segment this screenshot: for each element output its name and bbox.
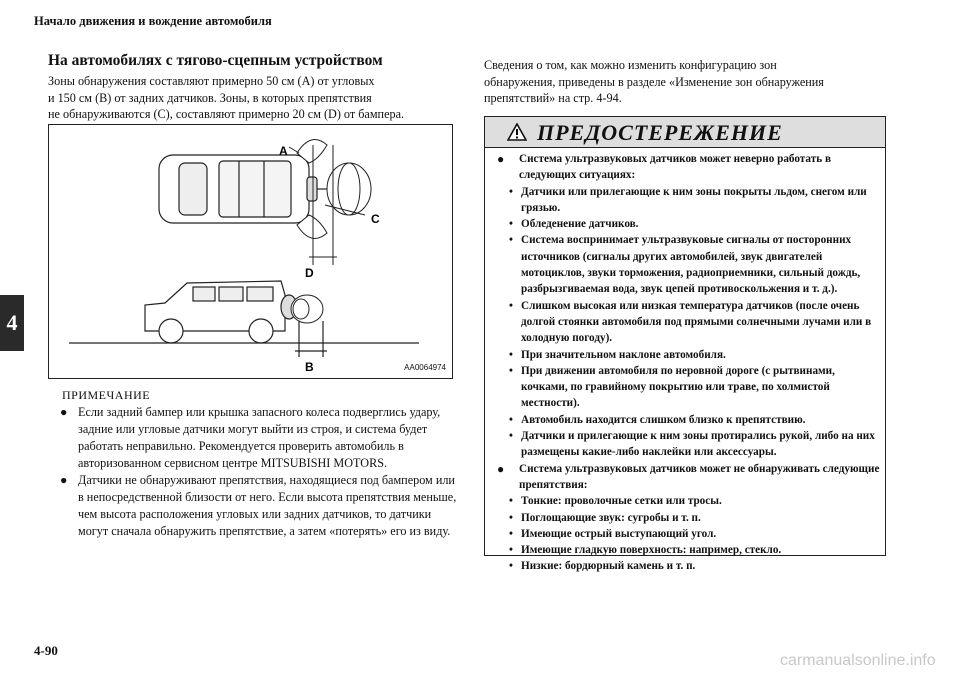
warning-list bbox=[495, 151, 880, 575]
warning-item: • Имеющие гладкую поверхность: например, стекло. bbox=[495, 542, 880, 558]
warning-lead-text: Система ультразвуковых датчиков может неверно работать в следующих ситуациях: bbox=[519, 153, 831, 182]
warning-item: • Датчики и прилегающие к ним зоны протирались рукой, либо на них размещены какие-либо наклейки или аксессуары. bbox=[509, 430, 875, 459]
note-text: Если задний бампер или крышка запасного колеса подверглись удару, задние или угловые датчики могут выйти из строя, и система будет работать неправильно. Рекомендуется проверить автомобиль в авторизованном сервисном центре MITSUBISHI MOTORS. bbox=[78, 405, 441, 470]
note-item bbox=[60, 404, 460, 472]
warning-item: • Обледенение датчиков. bbox=[495, 216, 880, 232]
bullet-icon: ● bbox=[60, 405, 68, 419]
bullet-icon: • bbox=[509, 560, 513, 573]
bullet-icon: • bbox=[509, 218, 513, 231]
warning-triangle-icon bbox=[507, 123, 527, 141]
bullet-icon: • bbox=[509, 299, 513, 312]
intro-line: не обнаруживаются (C), составляют примерно 20 см (D) от бампера. bbox=[48, 107, 405, 121]
right-intro-paragraph bbox=[484, 57, 924, 107]
detection-zone-side bbox=[291, 295, 323, 323]
warning-item: • Имеющие острый выступающий угол. bbox=[495, 526, 880, 542]
bullet-icon: • bbox=[509, 413, 513, 426]
watermark: carmanualsonline.info bbox=[780, 652, 936, 669]
right-intro-line: Сведения о том, как можно изменить конфигурацию зон bbox=[484, 58, 777, 72]
detection-zone-figure bbox=[48, 124, 453, 379]
intro-line: и 150 см (B) от задних датчиков. Зоны, в которых препятствия bbox=[48, 90, 372, 105]
bullet-icon: • bbox=[509, 348, 513, 361]
note-heading: ПРИМЕЧАНИЕ bbox=[62, 388, 151, 402]
figure-code: AA0064974 bbox=[404, 363, 446, 372]
warning-item: • Датчики или прилегающие к ним зоны покрыты льдом, снегом или грязью. bbox=[509, 185, 867, 214]
intro-line: Зоны обнаружения составляют примерно 50 см (A) от угловых bbox=[48, 74, 375, 88]
bullet-icon: • bbox=[509, 364, 513, 377]
bullet-icon: • bbox=[509, 527, 513, 540]
bullet-icon: • bbox=[509, 234, 513, 247]
running-head: Начало движения и вождение автомобиля bbox=[34, 14, 272, 28]
warning-group-lead bbox=[495, 461, 880, 494]
bullet-icon: ● bbox=[497, 152, 505, 166]
bullet-icon: • bbox=[509, 495, 513, 508]
right-intro-line: препятствий» на стр. 4-94. bbox=[484, 91, 622, 105]
warning-lead-text: Система ультразвуковых датчиков может не обнаруживать следующие препятствия: bbox=[519, 462, 880, 491]
top-view-vehicle bbox=[159, 155, 331, 223]
page-number: 4-90 bbox=[34, 643, 58, 658]
warning-item: • При значительном наклоне автомобиля. bbox=[495, 347, 880, 363]
bullet-icon: ● bbox=[60, 473, 68, 487]
warning-group-lead bbox=[495, 151, 880, 184]
warning-box bbox=[484, 116, 886, 573]
note-list bbox=[60, 404, 460, 540]
warning-item: • Система воспринимает ультразвуковые сигналы от посторонних источников (сигналы других автомобилей, звук двигателей мотоциклов, звуки торможения, радиоприемники, сильный дождь, разбрызгиваемая вода, звук цепей противоскольжения и т. д.). bbox=[509, 234, 861, 296]
chapter-tab: 4 bbox=[0, 295, 24, 351]
warning-item: • Низкие: бордюрный камень и т. п. bbox=[495, 558, 880, 574]
warning-item: • Автомобиль находится слишком близко к препятствию. bbox=[495, 412, 880, 428]
warning-item: • Слишком высокая или низкая температура датчиков (после очень долгой стоянки автомобиля под прямыми солнечными лучами или в холодную погоду). bbox=[509, 299, 872, 345]
right-intro-line: обнаружения, приведены в разделе «Изменение зон обнаружения bbox=[484, 74, 824, 89]
label-c: C bbox=[371, 212, 380, 226]
warning-title: ПРЕДОСТЕРЕЖЕНИЕ bbox=[537, 120, 783, 145]
bullet-icon: • bbox=[509, 430, 513, 443]
label-a: A bbox=[279, 144, 288, 158]
warning-item: • При движении автомобиля по неровной дороге (с рытвинами, кочками, по гравийному покрытию или траве, по холмистой местности). bbox=[509, 364, 835, 410]
note-text: Датчики не обнаруживают препятствия, находящиеся под бампером или в непосредственной близости от него. Если высота препятствия меньше, чем высота расположения угловых или задних датчиков, то датчики могут сначала обнаружить препятствие, а затем «потерять» его из виду. bbox=[78, 473, 457, 538]
bullet-icon: • bbox=[509, 544, 513, 557]
bullet-icon: • bbox=[509, 185, 513, 198]
note-item bbox=[60, 472, 460, 540]
label-d: D bbox=[305, 266, 314, 280]
bullet-icon: • bbox=[509, 511, 513, 524]
bullet-icon: ● bbox=[497, 461, 505, 476]
section-title: На автомобилях с тягово-сцепным устройством bbox=[48, 52, 383, 69]
intro-paragraph bbox=[48, 73, 468, 123]
side-view-vehicle bbox=[145, 281, 297, 343]
label-b: B bbox=[305, 360, 314, 374]
warning-item: • Тонкие: проволочные сетки или тросы. bbox=[495, 493, 880, 509]
warning-header bbox=[485, 117, 885, 148]
warning-item: • Поглощающие звук: сугробы и т. п. bbox=[495, 510, 880, 526]
vehicle-diagram-illustration bbox=[49, 125, 452, 378]
